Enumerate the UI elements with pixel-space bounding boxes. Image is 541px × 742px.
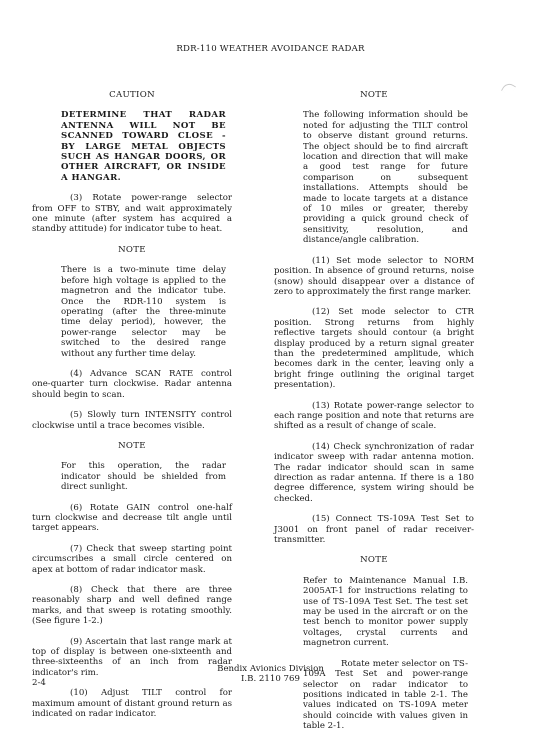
step-11: (11) Set mode selector to NORM position. In absence of ground returns, noise (snow) should disappear over a distance of zero to approximately the first range marker.: [274, 255, 474, 297]
step-7: (7) Check that sweep starting point circumscribes a small circle centered on apex at bottom of radar indicator mask.: [32, 543, 232, 575]
note-text: The following information should be noted for adjusting the TILT control to observe distant ground returns. The object should be to find aircraft location and direction that will make a good test range for future comparison on subsequent installations. Attempts should be made to locate targets at a distance of 10 miles or greater, thereby providing a quick ground check of sensitivity, resolution, and distance/angle calibration.: [303, 110, 468, 246]
step-5: (5) Slowly turn INTENSITY control clockwise until a trace becomes visible.: [32, 410, 232, 431]
company-name: Bendix Avionics Division: [217, 664, 324, 674]
note-text: Refer to Maintenance Manual I.B. 2005AT-1 for instructions relating to use of TS-109A Test Set. The test set may be used in the aircraft or on the test bench to monitor power supply voltages, crystal currents and magnetron current.: [303, 575, 468, 649]
caution-text: DETERMINE THAT RADAR ANTENNA WILL NOT BE SCANNED TOWARD CLOSE - BY LARGE METAL OBJECTS SUCH AS HANGAR DOORS, OR OTHER AIRCRAFT, OR INSIDE A HANGAR.: [61, 110, 226, 183]
footer: [0, 664, 541, 685]
step-9: (9) Ascertain that last range mark at top of display is between one-sixteenth and three-sixteenths of an inch from radar indicator's rim.: [32, 636, 232, 678]
corner-mark: [501, 81, 516, 96]
document-number: I.B. 2110 769: [241, 674, 300, 685]
page-header: RDR-110 WEATHER AVOIDANCE RADAR: [176, 44, 365, 54]
step-3: (3) Rotate power-range selector from OFF to STBY, and wait approximately one minute (after system has acquired a standby attitude) for indicator tube to heat.: [32, 193, 232, 235]
step-6: (6) Rotate GAIN control one-half turn clockwise and decrease tilt angle until target appears.: [32, 502, 232, 534]
step-4: (4) Advance SCAN RATE control one-quarter turn clockwise. Radar antenna should begin to scan.: [32, 368, 232, 400]
step-14: (14) Check synchronization of radar indicator sweep with radar antenna motion. The radar indicator should scan in same direction as radar antenna. If there is a 180 degree difference, system wiring should be checked.: [274, 441, 474, 504]
caution-heading: CAUTION: [109, 90, 155, 100]
step-15: (15) Connect TS-109A Test Set to J3001 on front panel of radar receiver-transmitter.: [274, 514, 474, 546]
step-12: (12) Set mode selector to CTR position. Strong returns from highly reflective targets should contour (a bright display produced by a return signal greater than the predetermined amplitude, which becomes dark in the center, leaving only a bright fringe outlining the original target presentation).: [274, 307, 474, 391]
note-heading: NOTE: [360, 555, 388, 566]
note-heading: NOTE: [118, 440, 146, 451]
note-heading: NOTE: [118, 244, 146, 255]
right-column: [274, 90, 474, 742]
step-8: (8) Check that there are three reasonably sharp and well defined range marks, and that sweep is rotating smoothly. (See figure 1-2.): [32, 585, 232, 627]
note-text: There is a two-minute time delay before high voltage is applied to the magnetron and the indicator tube. Once the RDR-110 system is operating (after the three-minute time delay period), however, the power-range selector may be switched to the desired range without any further time delay.: [61, 265, 226, 359]
page-number: 2-4: [32, 678, 46, 688]
note-text: For this operation, the radar indicator should be shielded from direct sunlight.: [61, 461, 226, 493]
left-column: [32, 90, 232, 730]
note-heading: NOTE: [360, 90, 388, 100]
note-text: Rotate meter selector on TS-109A Test Set and power-range selector on radar indicator to positions indicated in table 2-1. The values indicated on TS-109A meter should coincide with values given in table 2-1.: [303, 658, 468, 732]
step-13: (13) Rotate power-range selector to each range position and note that returns are shifted as a result of change of scale.: [274, 400, 474, 432]
step-10: (10) Adjust TILT control for maximum amount of distant ground return as indicated on radar indicator.: [32, 688, 232, 720]
